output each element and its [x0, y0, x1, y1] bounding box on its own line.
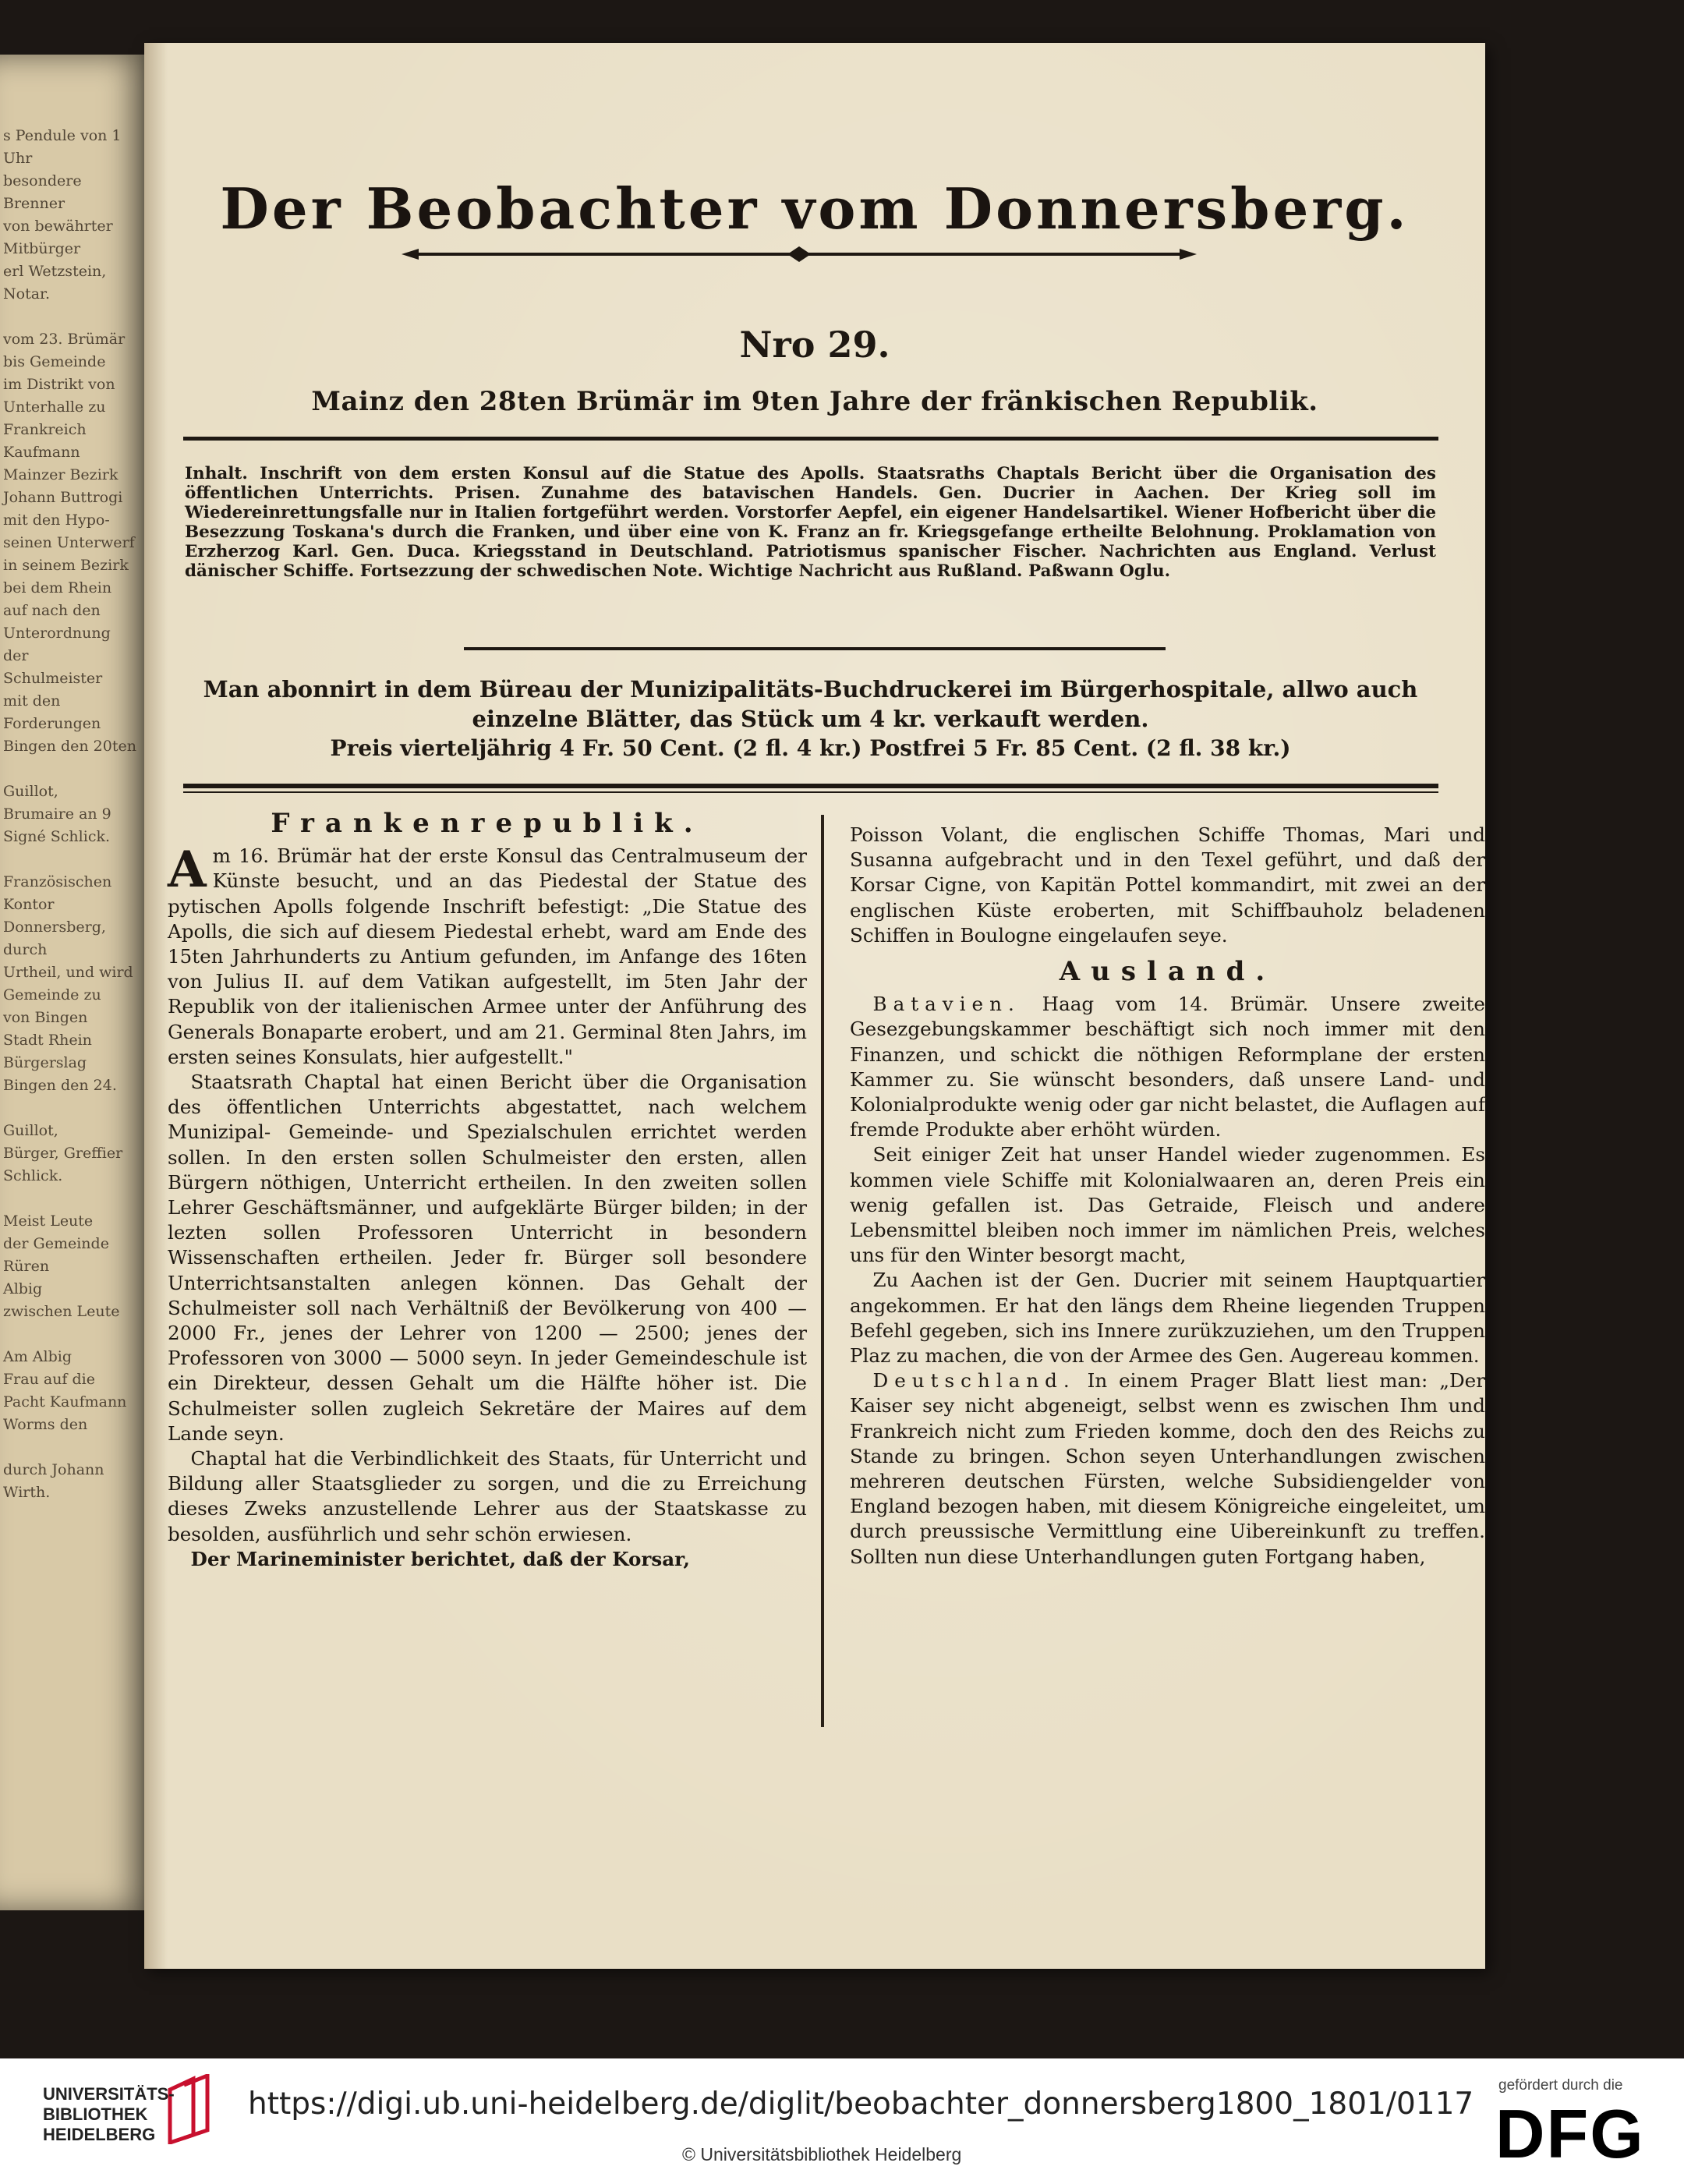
article-apollo	[168, 841, 807, 1070]
section-heading-ausland: Ausland.	[1059, 956, 1276, 988]
rule-top	[183, 437, 1438, 441]
rule-middle	[464, 647, 1166, 650]
subscription-price: Preis vierteljährig 4 Fr. 50 Cent. (2 fl. 4 kr.) Postfrei 5 Fr. 85 Cent. (2 fl. 38 kr.)	[330, 735, 1291, 761]
facing-page-fragment	[0, 55, 156, 1910]
facing-page-text: s Pendule von 1 Uhr besondere Brenner von bewährter Mitbürger erl Wetzstein, Notar. vom 23. Brümär bis Gemeinde im Distrikt von Unterhalle zu Frankreich Kaufmann Mainzer Bezirk Johann Buttrogi mit den Hypo- seinen Unterwerf in seinem Bezirk bei dem Rhein auf nach den Unterordnung der Schulmeister mit den Forderungen Bingen den 20ten Guillot, Brumaire an 9 Signé Schlick. Französischen Kontor Donnersberg, durch Urtheil, und wird Gemeinde zu von Bingen Stadt Rhein Bürgerslag Bingen den 24. Guillot, Bürger, Greffier Schlick. Meist Leute der Gemeinde Rüren Albig zwischen Leute Am Albig Frau auf die Pacht Kaufmann Worms den durch Johann Wirth.	[3, 127, 136, 1501]
column-divider	[821, 815, 824, 1727]
article-korsar-continued: Poisson Volant, die englischen Schiffe Thomas, Mari und Susanna aufgebracht und in den Texel geführt, und daß der Korsar Cigne, von Kapitän Pottel kommandirt, mit zwei an der englischen Küste eroberten, mit Schiffbauholz beladenen Schiffen in Boulogne eingelaufen seye.	[850, 823, 1485, 947]
article-deutschland	[850, 1368, 1485, 1570]
article-batavien-text: Haag vom 14. Brümär. Unsere zweite Gesezgebungskammer beschäftigt sich noch immer mit den Finanzen, und schickt die nöthigen Reformplane der ersten Kammer zu. Sie wünscht besonders, daß unsere Land- und Kolonialprodukte wenig oder gar nicht belastet, die Auflagen auf fremde Produkte aber erhöht würden.	[850, 993, 1485, 1142]
masthead-title: Der Beobachter vom Donnersberg.	[220, 175, 1410, 242]
drop-cap: A	[168, 841, 207, 900]
dfg-logo[interactable]: DFG	[1495, 2095, 1645, 2172]
article-deutschland-text: In einem Prager Blatt liest man: „Der Kaiser sey nicht abgeneigt, selbst wenn es zwischen Ihm und Frankreich nicht zum Frieden komme, doch den des Reichs zu Stande zu bringen. Schon seyen Unterhandlungen zwischen mehreren deutschen Fürsten, welche Subsidiengelder von England bezogen haben, mit diesem Königreiche eingeleitet, um durch preussische Vermittlung eine Uibereinkunft zu treffen. Sollten nun diese Unterhandlungen guten Fortgang haben,	[850, 1369, 1485, 1568]
permalink-url[interactable]: https://digi.ub.uni-heidelberg.de/diglit/beobachter_donnersberg1800_1801/0117	[248, 2087, 1474, 2122]
article-batavien	[850, 992, 1485, 1142]
article-handel: Seit einiger Zeit hat unser Handel wieder zugenommen. Es kommen viele Schiffe mit Kolonialwaaren an, deren Preis ein wenig gefallen ist. Das Getraide, Fleisch und andere Lebensmittel bleiben noch immer im nämlichen Preis, welches uns für den Winter besorgt macht,	[850, 1143, 1485, 1267]
dateline-batavien: Batavien.	[872, 993, 1021, 1016]
ornament-rule	[402, 246, 1197, 263]
column-left	[168, 808, 807, 1572]
copyright-notice: © Universitätsbibliothek Heidelberg	[682, 2144, 962, 2165]
article-aachen: Zu Aachen ist der Gen. Ducrier mit seinem Hauptquartier angekommen. Er hat den längs dem Rheine liegenden Truppen Befehl gegeben, sich ins Innere zurükzuziehen, um den Truppen Plaz zu machen, die von der Armee des Gen. Augereau kommen.	[850, 1269, 1485, 1368]
rule-bottom-thin	[183, 791, 1438, 793]
issue-number: Nro 29.	[739, 324, 890, 366]
section-heading-frankenrepublik: Frankenrepublik.	[271, 808, 704, 839]
library-name: UNIVERSITÄTS- BIBLIOTHEK HEIDELBERG	[43, 2084, 175, 2144]
article-chaptal: Staatsrath Chaptal hat einen Bericht über die Organisation des öffentlichen Unterrichts abgestattet, nach welchem Munizipal- Gemeinde- und Spezialschulen errichtet werden sollen. In den ersten sollen Schulmeister den ersten, allen Bürgern nöthigen, Unterricht ertheilen. In den zweiten sollen Lehrer Geschäftsmänner, und aufgeklärte Bürger bilden; in der lezten sollen Professoren Unterricht in besondern Wissenschaften ertheilen. Jeder fr. Bürger soll besondere Unterrichtsanstalten anlegen können. Das Gehalt der Schulmeister soll nach Verhältniß der Bevölkerung von 400 — 2000 Fr., jenes der Lehrer von 1200 — 2500; jenes der Professoren von 3000 — 5000 seyn. In jeder Gemeindeschule ist ein Direkteur, dessen Gehalt um die Hälfte höher ist. Die Schulmeister sollen zugleich Sekretäre der Maires auf dem Lande seyn.	[168, 1071, 807, 1445]
table-of-contents: Inhalt. Inschrift von dem ersten Konsul auf die Statue des Apolls. Staatsraths Chaptals Bericht über die Organisation des öffentlichen Unterrichts. Prisen. Zunahme des batavischen Handels. Gen. Ducrier in Aachen. Der Krieg soll im Wiedereinrettungsfalle nur in Italien fortgeführt werden. Vorstorfer Aepfel, ein eigener Handelsartikel. Wiener Hofbericht über die Besezzung Toskana's durch die Franken, und über eine von K. Franz an fr. Kriegsgefange ertheilte Belohnung. Proklamation von Erzherzog Karl. Gen. Duca. Kriegsstand in Deutschland. Patriotismus spanischer Fischer. Nachrichten aus England. Verlust dänischer Schiffe. Fortsezzung der schwedischen Note. Wichtige Nachricht aus Rußland. Paßwann Oglu.	[185, 464, 1436, 581]
newspaper-page	[144, 43, 1485, 1969]
subscription-line-1: Man abonnirt in dem Büreau der Munizipalitäts-Buchdruckerei im Bürgerhospitale, allwo auch	[203, 676, 1418, 703]
article-chaptal-2: Chaptal hat die Verbindlichkeit des Staats, für Unterricht und Bildung aller Staatsglieder zu sorgen, und die zu Erreichung dieses Zweks anzustellende Lehrer aus der Staatskasse zu besolden, ausführlich und sehr schön erwiesen.	[168, 1447, 807, 1545]
dateline-deutschland: Deutschland.	[872, 1369, 1076, 1393]
funder-label: gefördert durch die	[1498, 2077, 1623, 2094]
article-marine: Der Marineminister berichtet, daß der Korsar,	[190, 1547, 690, 1570]
article-apollo-text: m 16. Brümär hat der erste Konsul das Centralmuseum der Künste besucht, und an das Piedestal der Statue des pytischen Apolls folgende Inschrift befestigt: „Die Statue des Apolls, die sich auf diesem Piedestal erhebt, ward am Ende des 15ten Jahrhunderts zu Antium gefunden, im Anfange des 16ten von Julius II. auf dem Vatikan aufgestellt, im 5ten Jahr der Republik von der italienischen Armee unter der Anführung des Generals Bonaparte erobert, und am 21. Germinal 8ten Jahrs, im ersten seines Konsulats, hier aufgestellt."	[168, 844, 807, 1068]
rule-bottom	[183, 784, 1438, 788]
dateline: Mainz den 28ten Brümär im 9ten Jahre der fränkischen Republik.	[311, 386, 1318, 417]
column-right	[850, 823, 1485, 1570]
subscription-line-2: einzelne Blätter, das Stück um 4 kr. verkauft werden.	[472, 706, 1149, 732]
subscription-notice	[185, 674, 1436, 763]
